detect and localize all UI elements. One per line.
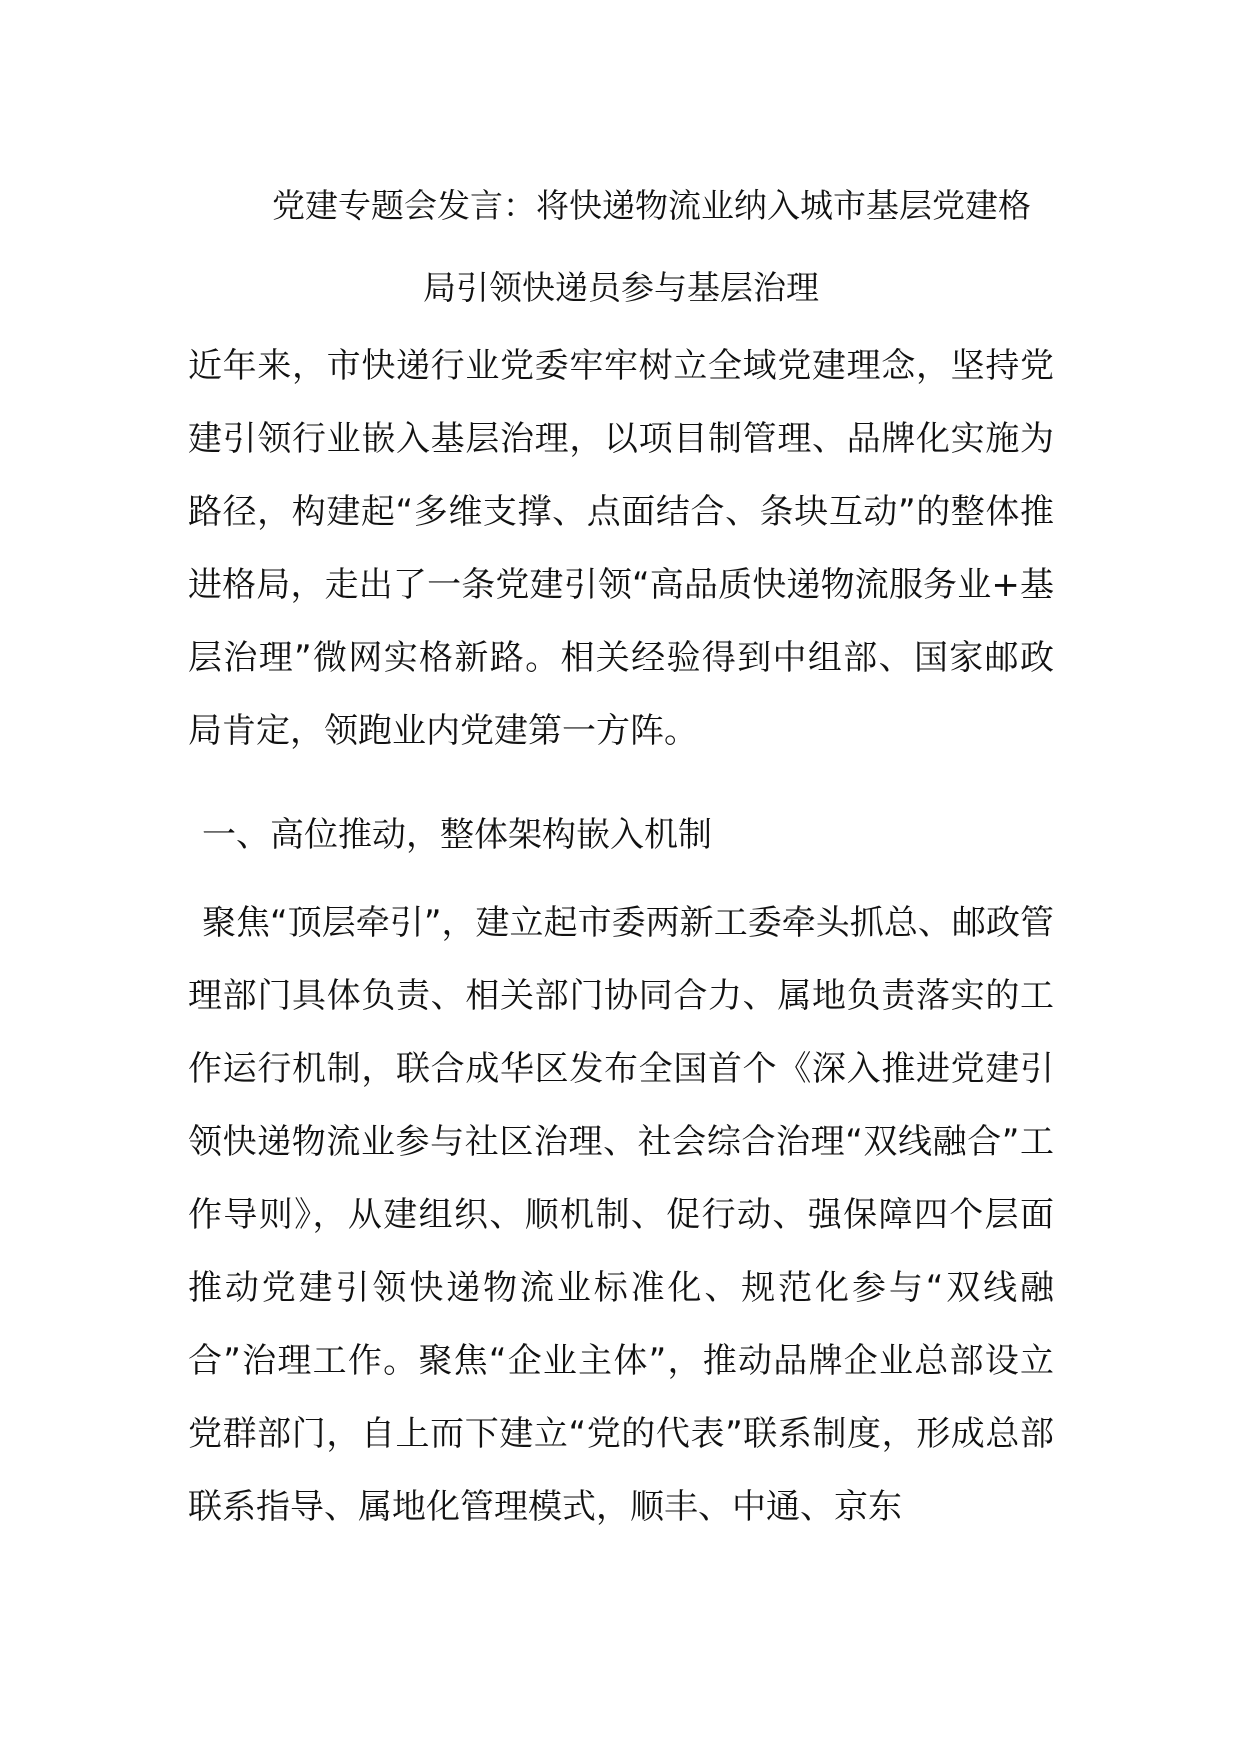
intro-paragraph: 近年来，市快递行业党委牢牢树立全域党建理念，坚持党建引领行业嵌入基层治理，以项目制管理、品牌化实施为路径，构建起“多维支撑、点面结合、条块互动”的整体推进格局，走出了一条党建引领“高品质快递物流服务业+基层治理”微网实格新路。相关经验得到中组部、国家邮政局肯定，领跑业内党建第一方阵。 bbox=[188, 346, 1054, 751]
section-1-heading: 一、高位推动，整体架构嵌入机制 bbox=[202, 815, 712, 855]
title-line-1: 党建专题会发言：将快递物流业纳入城市基层党建格 bbox=[272, 186, 1031, 225]
title-line-2: 局引领快递员参与基层治理 bbox=[423, 268, 819, 307]
section-1-paragraph: 聚焦“顶层牵引”，建立起市委两新工委牵头抓总、邮政管理部门具体负责、相关部门协同合力、属地负责落实的工作运行机制，联合成华区发布全国首个《深入推进党建引领快递物流业参与社区治理、社会综合治理“双线融合”工作导则》，从建组织、顺机制、促行动、强保障四个层面推动党建引领快递物流业标准化、规范化参与“双线融合”治理工作。聚焦“企业主体”，推动品牌企业总部设立党群部门，自上而下建立“党的代表”联系制度，形成总部联系指导、属地化管理模式，顺丰、中通、京东 bbox=[188, 903, 1054, 1527]
document-title bbox=[184, 165, 1058, 329]
